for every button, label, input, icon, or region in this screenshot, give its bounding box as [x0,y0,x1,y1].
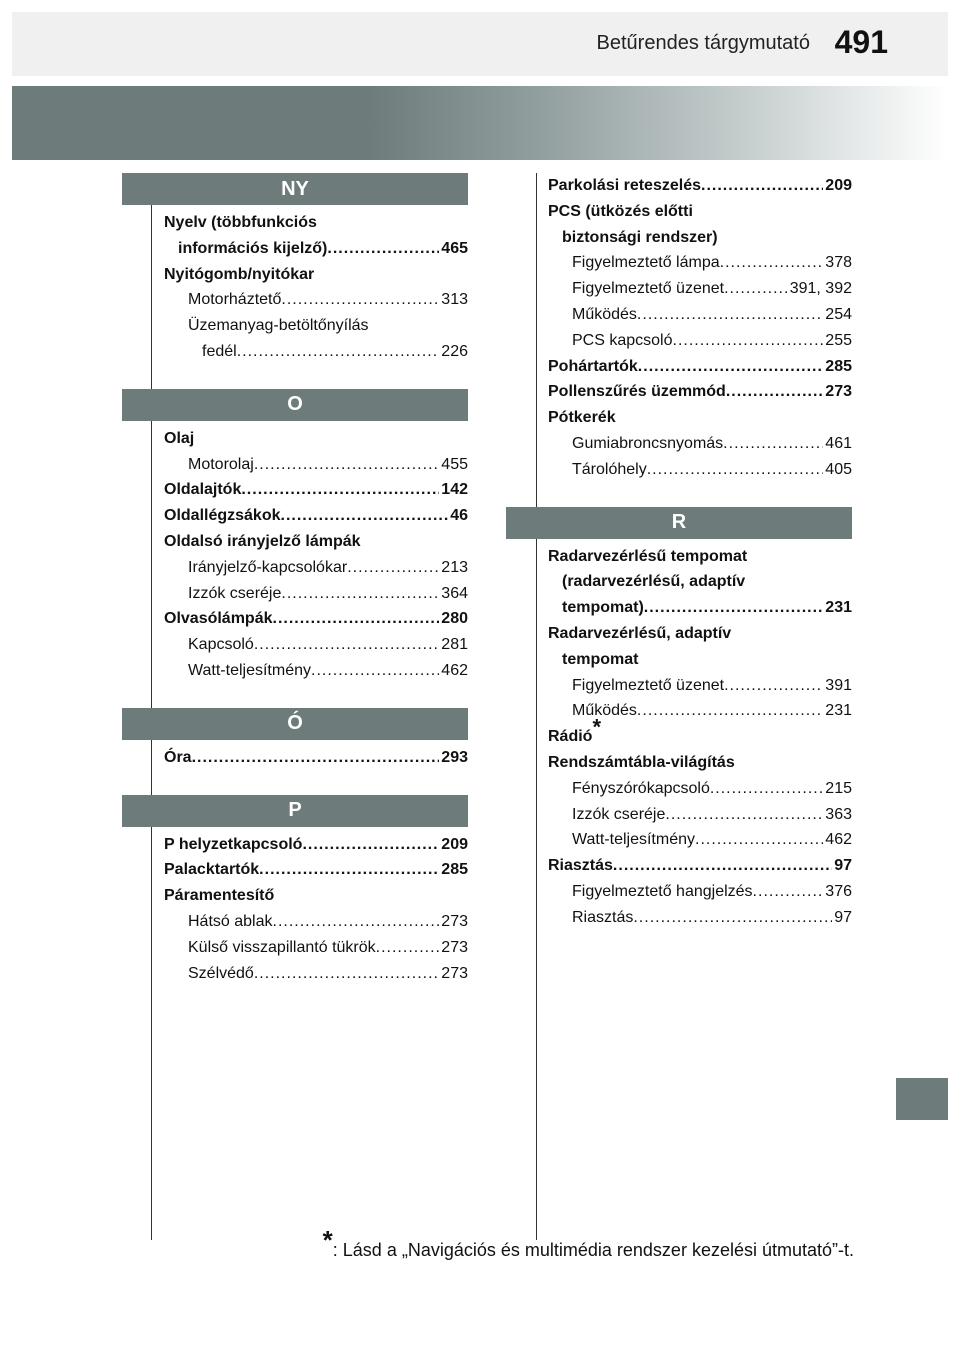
index-entry [548,354,852,380]
section-letter-heading: NY [122,173,468,205]
index-entry [164,632,468,658]
index-entry-text: tempomat [562,650,639,668]
section-letter-heading: Ó [122,708,468,740]
index-entry-page: 378 [825,254,852,272]
index-entry-text: Watt-teljesítmény [572,831,695,849]
index-entry-text: Páramentesítő [164,887,275,905]
section-entries [122,827,468,987]
dot-leader [273,909,440,935]
index-entry-page: 255 [825,331,852,349]
index-entry-text: Oldallégzsákok [164,507,281,525]
index-entry-page: 376 [825,882,852,900]
index-entry-text: Figyelmeztető üzenet [572,676,725,694]
index-entry [164,581,468,607]
dot-leader [710,776,823,802]
index-entry-page: 293 [441,748,468,766]
index-entry-page: 405 [825,460,852,478]
index-entry-text: Működés [572,305,637,323]
dot-leader [638,354,824,380]
index-entry-text: Nyelv (többfunkciós [164,214,317,231]
index-entry-page: 313 [441,291,468,309]
index-left-column [122,173,468,986]
index-entry [164,287,468,313]
index-entry-page: 364 [441,584,468,602]
index-entry-page: 285 [825,357,852,375]
dot-leader [254,961,439,987]
index-entry-text: Üzemanyag-betöltőnyílás [188,317,369,335]
dot-leader [720,250,824,276]
index-entry [548,328,852,354]
section-letter-heading: O [122,389,468,421]
index-entry-text: Oldalajtók [164,481,242,499]
index-entry-text: Figyelmeztető lámpa [572,254,720,272]
index-entry [548,802,852,828]
dot-leader [726,379,823,405]
index-entry [548,905,852,931]
index-entry [164,529,468,555]
index-entry-page: 363 [825,805,852,823]
dot-leader [281,503,449,529]
index-entry [548,621,852,647]
index-entry-page: 209 [441,835,468,853]
index-entry-text: Tárolóhely [572,460,647,478]
index-entry-page: 280 [441,610,468,628]
index-entry [548,853,852,879]
dot-leader [724,673,823,699]
dot-leader [254,632,439,658]
index-entry-text: Rádió [548,728,593,746]
index-entry [548,647,852,673]
index-entry-page: 213 [441,558,468,576]
page-number: 491 [834,24,888,60]
dot-leader [347,555,439,581]
dot-leader [724,276,788,302]
index-entry [164,961,468,987]
dot-leader [259,857,439,883]
index-entry-page: 273 [825,383,852,401]
index-entry-page: 273 [441,938,468,956]
index-entry-text: Szélvédő [188,964,254,982]
dot-leader [311,658,439,684]
index-entry-page: 391 [825,676,852,694]
index-entry-page: 97 [834,857,852,875]
index-entry [164,658,468,684]
section-entries [506,539,852,931]
index-entry [548,750,852,776]
index-entry-page: 46 [450,507,468,525]
index-entry-page: 254 [825,305,852,323]
index-entry-text: Gumiabroncsnyomás [572,434,724,452]
index-entry-page: 273 [441,964,468,982]
index-entry-page: 465 [441,239,468,257]
section-entries [122,421,468,684]
index-entry-page: 215 [825,779,852,797]
dot-leader [753,879,824,905]
dot-leader [673,328,824,354]
dot-leader [281,287,439,313]
index-entry [164,555,468,581]
index-entry-text: Oldalsó irányjelző lámpák [164,532,361,550]
index-entry-text: Riasztás [548,857,613,875]
index-entry [164,935,468,961]
index-entry [164,313,468,339]
index-entry-text: Izzók cseréje [572,805,666,823]
index-entry-text: Motorháztető [188,291,282,309]
index-entry-text: fedél [202,342,237,360]
index-entry-page: 231 [825,702,852,720]
section-entries [122,740,468,771]
index-entry-text: Palacktartók [164,861,260,879]
index-entry [164,452,468,478]
dot-leader [376,935,440,961]
index-entry-text: Figyelmeztető hangjelzés [572,882,753,900]
index-entry [164,606,468,632]
index-entry-text: Működés [572,702,637,720]
dot-leader [241,477,439,503]
index-entry [164,339,468,365]
index-entry [548,173,852,199]
dot-leader [273,606,440,632]
index-entry-text: Pohártartók [548,357,638,375]
index-entry [164,745,468,771]
index-entry [164,909,468,935]
dot-leader [647,457,824,483]
index-entry-text: PCS kapcsoló [572,331,673,349]
dot-leader [644,595,824,621]
index-entry-page: 231 [825,599,852,617]
index-entry-text: Parkolási reteszelés [548,177,701,194]
index-entry [548,776,852,802]
index-entry [164,210,468,236]
index-entry [164,426,468,452]
index-entry [548,827,852,853]
index-entry [164,503,468,529]
index-entry-page: 273 [441,912,468,930]
index-entry [164,832,468,858]
dot-leader [637,698,823,724]
dot-leader [254,452,439,478]
dot-leader [613,853,832,879]
index-entry-text: Motorolaj [188,455,254,473]
index-entry-text: Riasztás [572,908,634,926]
index-entry [548,379,852,405]
index-entry-text: Radarvezérlésű, adaptív [548,624,732,642]
index-entry-page: 226 [441,342,468,360]
index-entry-text: Irányjelző-kapcsolókar [188,558,348,576]
dot-leader [665,802,823,828]
header-gradient-band [12,86,948,160]
continued-entries [506,173,852,483]
index-entry-text: Watt-teljesítmény [188,661,311,679]
index-entry-text: Olvasólámpák [164,610,273,628]
index-entry [548,199,852,225]
index-entry [164,883,468,909]
index-entry [548,595,852,621]
index-entry-text: biztonsági rendszer) [562,228,718,246]
index-entry-page: 461 [825,434,852,452]
index-entry-page: 462 [825,831,852,849]
index-entry-text: Óra [164,748,192,766]
index-entry [164,477,468,503]
dot-leader [695,827,823,853]
footnote [322,1225,854,1261]
index-entry [164,236,468,262]
dot-leader [723,431,823,457]
index-entry-text: Radarvezérlésű tempomat [548,547,748,565]
index-entry-text: Figyelmeztető üzenet [572,280,725,298]
index-right-column [506,173,852,931]
index-entry-text: Külső visszapillantó tükrök [188,938,376,956]
dot-leader [192,745,440,771]
index-entry-text: Hátsó ablak [188,912,273,930]
index-entry [548,405,852,431]
index-entry-text: Fényszórókapcsoló [572,779,710,797]
index-entry [548,302,852,328]
index-entry-text: tempomat) [562,599,644,617]
index-entry [548,431,852,457]
index-entry [548,250,852,276]
section-letter-heading: P [122,795,468,827]
index-entry [164,857,468,883]
index-entry-text: Pollenszűrés üzemmód [548,383,726,401]
chapter-side-tab [896,1078,948,1120]
index-entry-text: Izzók cseréje [188,584,282,602]
dot-leader [302,832,439,858]
index-entry-page: 209 [825,177,852,194]
index-entry [164,262,468,288]
footnote-star: * [322,1225,333,1255]
index-entry-page: 285 [441,861,468,879]
footnote-text: : Lásd a „Navigációs és multimédia rendszer kezelési útmutató”-t. [332,1240,854,1260]
index-entry-text: P helyzetkapcsoló [164,835,303,853]
index-entry-text: PCS (ütközés előtti [548,202,693,220]
index-entry-text: Olaj [164,429,195,447]
index-entry-text: információs kijelző) [178,239,328,257]
index-entry-page: 281 [441,636,468,654]
index-entry-text: Kapcsoló [188,636,254,654]
dot-leader [701,173,823,199]
dot-leader [281,581,439,607]
index-entry [548,569,852,595]
index-entry-text: Nyitógomb/nyitókar [164,265,315,283]
index-entry [548,673,852,699]
index-entry-page: 97 [834,908,852,926]
dot-leader [633,905,832,931]
dot-leader [237,339,440,365]
dot-leader [327,236,439,262]
index-entry-page: 391, 392 [789,280,852,298]
index-entry-text: Rendszámtábla-világítás [548,753,735,771]
index-entry [548,544,852,570]
section-entries [122,205,468,365]
index-entry-text: Pótkerék [548,409,616,427]
footnote-marker: * [592,714,602,740]
index-entry [548,225,852,251]
index-entry-page: 142 [441,481,468,499]
index-entry-page: 462 [441,661,468,679]
index-entry [548,879,852,905]
index-entry [548,714,852,750]
index-entry-text: (radarvezérlésű, adaptív [562,573,746,591]
index-entry-page: 455 [441,455,468,473]
section-letter-heading: R [506,507,852,539]
header-title: Betűrendes tárgymutató [596,32,810,54]
index-entry [548,276,852,302]
index-entry [548,457,852,483]
dot-leader [637,302,823,328]
